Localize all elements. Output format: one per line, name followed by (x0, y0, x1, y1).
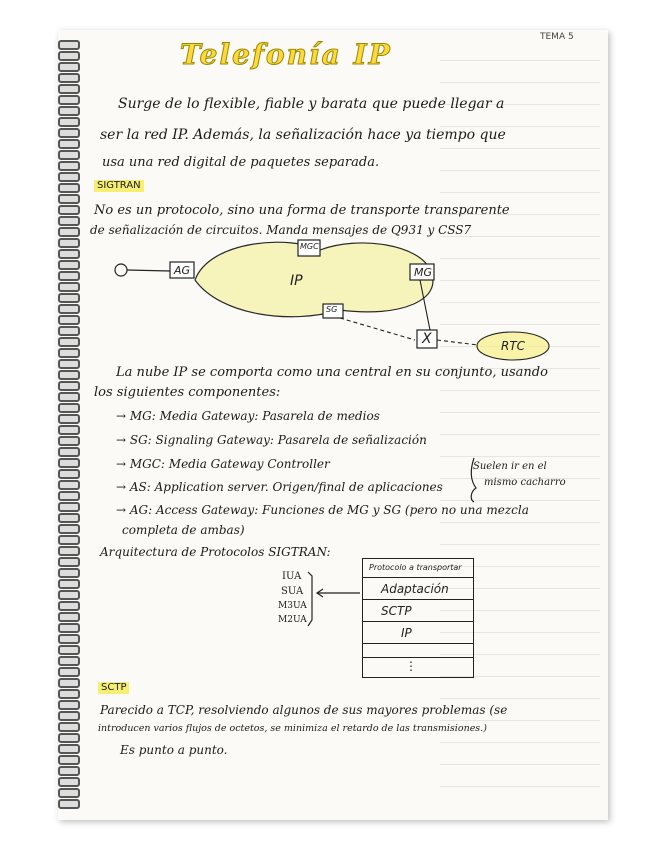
component-item: → AG: Access Gateway: Funciones de MG y SG (pero no una mezcla (116, 503, 529, 517)
intro-line: ser la red IP. Además, la señalización hace ya tiempo que (100, 127, 506, 143)
component-item: → MG: Media Gateway: Pasarela de medios (116, 409, 380, 423)
sctp-line: introducen varios flujos de octetos, se minimiza el retardo de las transmisiones.) (98, 723, 487, 734)
component-item: → MGC: Media Gateway Controller (116, 457, 330, 471)
sctp-line: Es punto a punto. (120, 743, 228, 757)
ip-label: IP (290, 273, 303, 289)
component-item: → SG: Signaling Gateway: Pasarela de señalización (116, 433, 427, 447)
architecture-heading: Arquitectura de Protocolos SIGTRAN: (100, 545, 331, 559)
sg-label: SG (326, 305, 338, 314)
sigtran-desc-line: de señalización de circuitos. Manda mensajes de Q931 y CSS7 (90, 223, 472, 237)
sigtran-heading: SIGTRAN (94, 180, 144, 192)
intro-line: usa una red digital de paquetes separada. (102, 155, 380, 170)
stack-layer: Protocolo a transportar (369, 563, 462, 572)
mgc-label: MGC (300, 242, 319, 251)
stack-layer: ⋮ (363, 657, 473, 677)
mg-label: MG (414, 266, 433, 279)
adapter-label: IUA (282, 571, 302, 582)
stack-layer: SCTP (363, 599, 473, 621)
protocol-stack (362, 558, 474, 678)
stack-layer: Adaptación (363, 577, 473, 599)
components-intro-line: los siguientes componentes: (94, 385, 281, 400)
page-title: Telefonía IP (180, 38, 392, 71)
sctp-line: Parecido a TCP, resolviendo algunos de sus mayores problemas (se (100, 703, 508, 717)
side-note-line: Suelen ir en el (473, 461, 547, 472)
adapter-label: SUA (281, 586, 304, 597)
component-item: → AS: Application server. Origen/final de aplicaciones (116, 480, 443, 494)
component-item: completa de ambas) (122, 523, 245, 537)
sctp-heading: SCTP (98, 682, 129, 694)
components-intro-line: La nube IP se comporta como una central en su conjunto, usando (116, 365, 548, 380)
adapter-label: M3UA (278, 601, 307, 611)
tema-label: TEMA 5 (540, 32, 574, 42)
switch-label: X (422, 331, 432, 347)
rtc-label: RTC (501, 339, 526, 353)
ag-label: AG (174, 264, 191, 277)
side-note-line: mismo cacharro (484, 477, 566, 488)
stack-layer: IP (363, 621, 473, 643)
sigtran-desc-line: No es un protocolo, sino una forma de transporte transparente (94, 203, 510, 218)
stack-layer (363, 643, 473, 657)
adapter-label: M2UA (278, 615, 307, 625)
intro-line: Surge de lo flexible, fiable y barata que puede llegar a (118, 96, 505, 112)
